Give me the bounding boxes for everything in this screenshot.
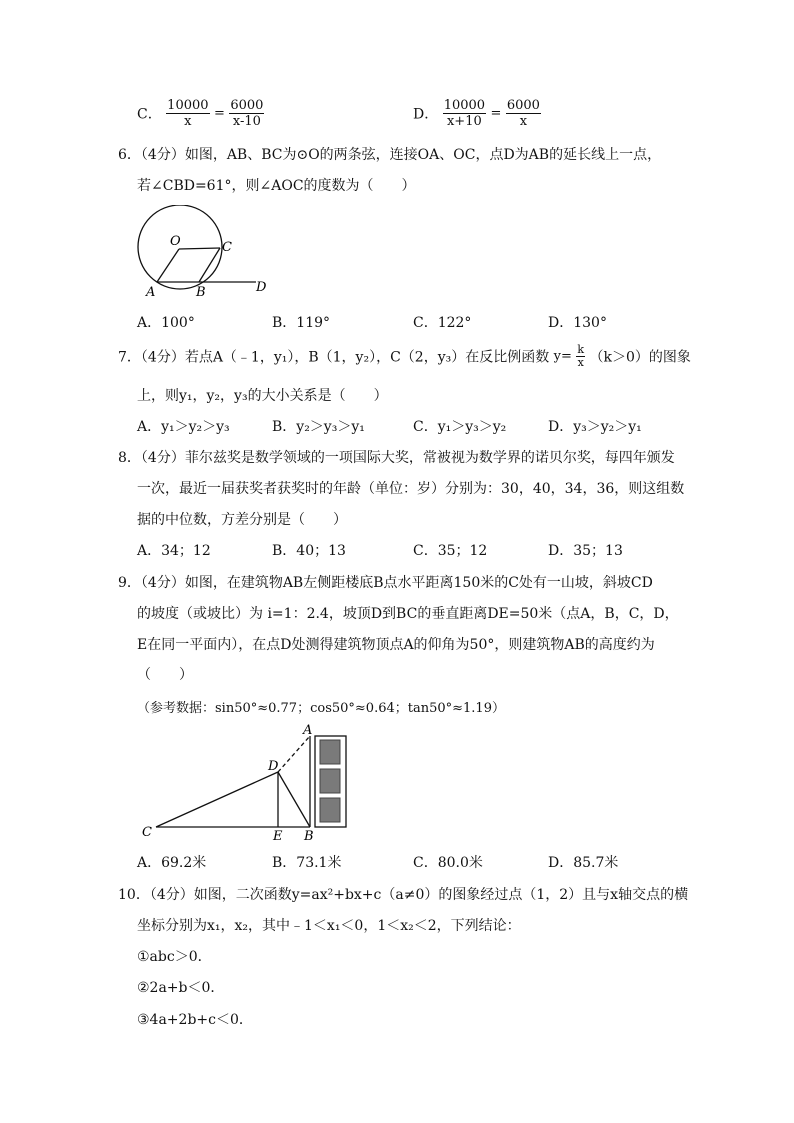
q7-option-c: C．y₁＞y₃＞y₂: [413, 419, 507, 435]
q6-line-2: 若∠CBD=61°，则∠AOC的度数为（ ）: [137, 178, 416, 194]
q6-circle-figure: [134, 205, 274, 301]
q7-function-condition: （k＞0）的图象: [589, 349, 691, 366]
q7-function-fraction: [576, 344, 585, 369]
q10-conclusion-1: ①abc＞0．: [137, 949, 212, 965]
q9-option-b: B．73.1米: [272, 855, 342, 871]
fraction-numerator: 6000: [506, 98, 540, 113]
q6-line-1: 6．（4分）如图，AB、BC为⊙O的两条弦，连接OA、OC，点D为AB的延长线上一点，: [118, 147, 662, 163]
q7-option-a: A．y₁＞y₂＞y₃: [137, 419, 230, 435]
q7-function-lhs: y=: [553, 349, 572, 364]
q9-option-c: C．80.0米: [413, 855, 483, 871]
fraction-numerator: 10000: [443, 98, 486, 113]
label-e: E: [273, 829, 283, 844]
fraction-numerator: 6000: [230, 98, 264, 113]
q5-option-c-right-fraction: [229, 98, 264, 129]
q10-line-1: 10．（4分）如图，二次函数y=ax²+bx+c（a≠0）的图象经过点（1，2）且与x轴交点的横: [118, 887, 689, 903]
fraction-denominator: x: [184, 114, 192, 129]
q7-option-d: D．y₃＞y₂＞y₁: [548, 419, 642, 435]
label-a: A: [146, 285, 156, 300]
segment-oc: [179, 248, 220, 249]
q6-option-a: A．100°: [137, 315, 195, 331]
q7-option-b: B．y₂＞y₃＞y₁: [272, 419, 365, 435]
window-2: [320, 769, 340, 793]
q8-option-a: A．34；12: [137, 543, 211, 559]
q8-line-2: 一次，最近一届获奖者获奖时的年龄（单位：岁）分别为：30，40，34，36，则这组数: [137, 481, 685, 497]
label-o: O: [170, 234, 181, 249]
q7-line-2: 上，则y₁，y₂，y₃的大小关系是（ ）: [137, 388, 388, 404]
q6-option-d: D．130°: [548, 315, 607, 331]
equals-sign: =: [213, 106, 225, 121]
q5-option-d-left-fraction: [443, 98, 486, 129]
q6-option-b: B．119°: [272, 315, 331, 331]
window-3: [320, 798, 340, 822]
q5-option-d-label: D．: [413, 106, 439, 123]
segment-da-dashed: [278, 736, 310, 772]
label-b: B: [196, 285, 206, 300]
q5-option-d-right-fraction: [506, 98, 541, 129]
q5-option-c-label: C．: [137, 106, 162, 123]
q8-option-c: C．35；12: [413, 543, 488, 559]
q7-line-1: [118, 344, 691, 369]
label-c: C: [142, 825, 152, 840]
q5-option-d: [413, 98, 541, 129]
q9-line-4: （ ）: [137, 667, 193, 683]
segment-oa: [157, 249, 179, 282]
q8-line-1: 8．（4分）菲尔兹奖是数学领域的一项国际大奖，常被视为数学界的诺贝尔奖，每四年颁发: [118, 450, 675, 466]
label-c: C: [222, 240, 232, 255]
q8-option-d: D．35；13: [548, 543, 623, 559]
q9-line-3: E在同一平面内），在点D处测得建筑物顶点A的仰角为50°，则建筑物AB的高度约为: [137, 637, 655, 653]
q5-option-c-left-fraction: [166, 98, 209, 129]
q9-option-d: D．85.7米: [548, 855, 619, 871]
q9-line-1: 9．（4分）如图，在建筑物AB左侧距楼底B点水平距离150米的C处有一山坡，斜坡CD: [118, 575, 653, 591]
label-d: D: [256, 280, 267, 295]
equals-sign: =: [490, 106, 502, 121]
q10-line-2: 坐标分别为x₁，x₂，其中﹣1＜x₁＜0，1＜x₂＜2，下列结论：: [137, 918, 521, 934]
q8-option-b: B．40；13: [272, 543, 346, 559]
q7-line-1-prefix: 7．（4分）若点A（﹣1，y₁），B（1，y₂），C（2，y₃）在反比例函数: [118, 349, 550, 366]
q9-reference-data: （参考数据：sin50°≈0.77；cos50°≈0.64；tan50°≈1.19）: [137, 701, 505, 716]
q8-line-3: 据的中位数，方差分别是（ ）: [137, 512, 347, 528]
q10-conclusion-3: ③4a+2b+c＜0．: [137, 1012, 253, 1028]
fraction-denominator: x: [519, 114, 528, 129]
q9-slope-building-figure: [138, 720, 353, 845]
q6-option-c: C．122°: [413, 315, 472, 331]
q9-option-a: A．69.2米: [137, 855, 207, 871]
label-b: B: [304, 829, 314, 844]
fraction-numerator: k: [577, 343, 585, 356]
segment-cd: [156, 772, 278, 827]
q5-option-c: [137, 98, 264, 129]
q10-conclusion-2: ②2a+b＜0．: [137, 980, 225, 996]
segment-db: [278, 772, 310, 827]
fraction-denominator: x-10: [232, 114, 261, 129]
q9-line-2: 的坡度（或坡比）为 i=1：2.4，坡顶D到BC的垂直距离DE=50米（点A，B，C，D，: [137, 606, 679, 622]
label-a: A: [303, 723, 313, 738]
fraction-denominator: x+10: [446, 114, 482, 129]
fraction-denominator: x: [577, 356, 584, 369]
fraction-numerator: 10000: [167, 98, 209, 113]
label-d: D: [268, 759, 279, 774]
window-1: [320, 740, 340, 764]
